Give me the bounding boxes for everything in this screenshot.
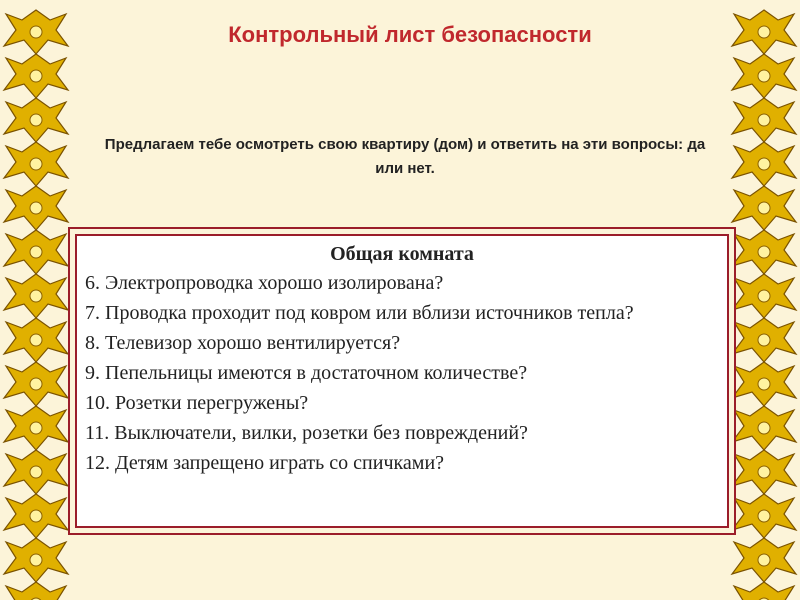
checklist-item: 6. Электропроводка хорошо изолирована? [85,272,444,294]
ornament-leaf [732,362,796,406]
ornament-leaf [4,10,68,54]
ornament-leaf [732,10,796,54]
checklist-item: 9. Пепельницы имеются в достаточном количестве? [85,362,528,384]
ornament-leaf [732,494,796,538]
ornament-leaf [732,186,796,230]
ornament-leaf [4,186,68,230]
slide-title: Контрольный лист безопасности [228,22,592,47]
ornament-leaf [732,142,796,186]
ornament-leaf [4,274,68,318]
ornament-leaf [732,450,796,494]
ornament-leaf [732,406,796,450]
ornament-leaf [4,450,68,494]
ornament-leaf [4,142,68,186]
ornament-leaf [4,494,68,538]
ornament-leaf [732,274,796,318]
ornament-leaf [732,582,796,600]
ornament-leaf [4,98,68,142]
gold-ornament-border-right [728,0,800,600]
checklist-box [75,234,729,528]
checklist-heading: Общая комната [330,243,474,265]
ornament-leaf [4,362,68,406]
checklist-item: 11. Выключатели, вилки, розетки без повреждений? [85,422,528,444]
ornament-leaf [4,230,68,274]
ornament-leaf [732,538,796,582]
checklist-item: 7. Проводка проходит под ковром или вблизи источников тепла? [85,302,634,324]
ornament-leaf [4,406,68,450]
ornament-leaf [4,54,68,98]
ornament-leaf [732,54,796,98]
checklist-item: 12. Детям запрещено играть со спичками? [85,452,445,474]
ornament-leaf [732,230,796,274]
checklist-item: 8. Телевизор хорошо вентилируется? [85,332,401,354]
ornament-leaf [4,582,68,600]
ornament-leaf [732,318,796,362]
intro-line: Предлагаем тебе осмотреть свою квартиру (дом) и ответить на эти вопросы: да или нет. [104,136,706,177]
checklist-items [85,268,719,478]
checklist-frame [68,227,736,535]
ornament-leaf [4,538,68,582]
ornament-leaf [4,318,68,362]
intro-text [100,133,710,181]
checklist-item: 10. Розетки перегружены? [85,392,309,414]
gold-ornament-border-left [0,0,72,600]
ornament-leaf [732,98,796,142]
